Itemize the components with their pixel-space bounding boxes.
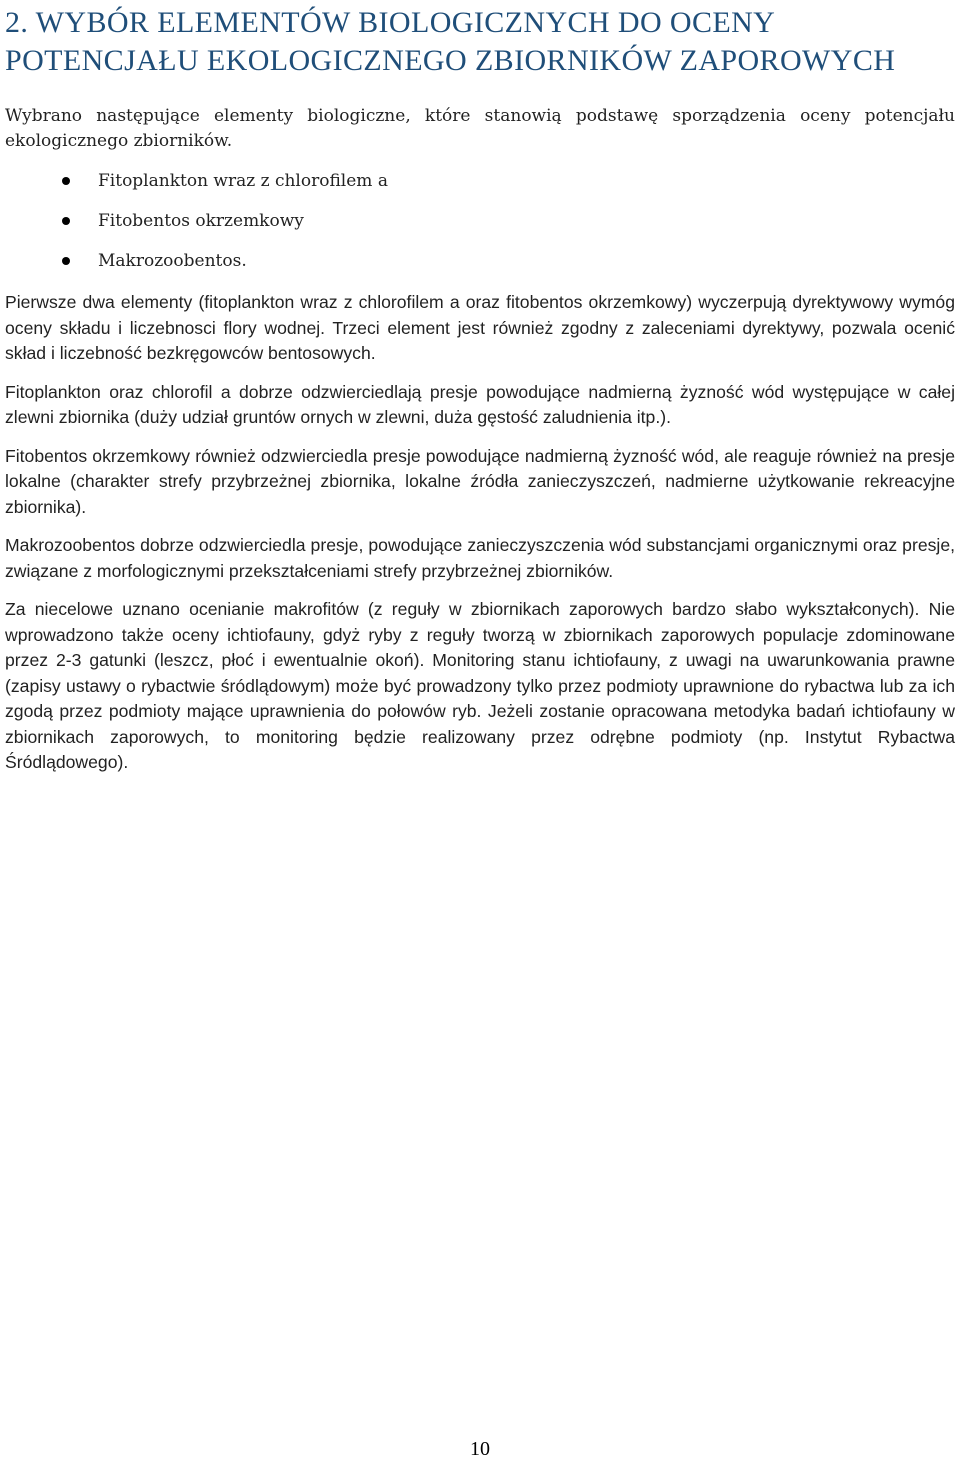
list-item: [5, 161, 955, 201]
page-number: 10: [470, 1438, 490, 1460]
intro-paragraph: Wybrano następujące elementy biologiczne, które stanowią podstawę sporządzenia oceny potencjału ekologicznego zbiorników.: [5, 106, 955, 151]
list-item-text: Fitoplankton wraz z chlorofilem a: [98, 171, 388, 191]
list-item: [5, 241, 955, 281]
list-item-text: Makrozoobentos.: [98, 251, 247, 271]
paragraph-phytobenthos: Fitobentos okrzemkowy również odzwierciedla presje powodujące nadmierną żyzność wód, ale reaguje również na presje lokalne (charakter strefy przybrzeżnej zbiornika, lokalne źródła zanieczyszczeń, nadmierne użytkowanie rekreacyjne zbiornika).: [5, 445, 955, 517]
paragraph-excluded-elements: Za niecelowe uznano ocenianie makrofitów (z reguły w zbiornikach zaporowych bardzo słabo wykształconych). Nie wprowadzono także oceny ichtiofauny, gdyż ryby z reguły tworzą w zbiornikach zaporowych populacje zdominowane przez 2-3 gatunki (leszcz, płoć i ewentualnie okoń). Monitoring stanu ichtiofauny, z uwagi na uwarunkowania prawne (zapisy ustawy o rybactwie śródlądowym) może być prowadzony tylko przez podmioty uprawnione do rybactwa lub za ich zgodą przez podmioty mające uprawnienia do połowów ryb. Jeżeli zostanie opracowana metodyka badań ichtiofauny w zbiornikach zaporowych, to monitoring będzie realizowany przez odrębne podmioty (np. Instytut Rybactwa Śródlądowego).: [5, 599, 955, 772]
bullet-icon: [62, 257, 70, 265]
paragraph-macrozoobenthos: Makrozoobentos dobrze odzwierciedla presje, powodujące zanieczyszczenia wód substancjami organicznymi oraz presje, związane z morfologicznymi przekształceniami strefy przybrzeżnej zbiorników.: [5, 535, 955, 581]
section-heading: 2. WYBÓR ELEMENTÓW BIOLOGICZNYCH DO OCENY POTENCJAŁU EKOLOGICZNEGO ZBIORNIKÓW ZAPOROWYCH: [5, 6, 896, 77]
paragraph-phytoplankton: Fitoplankton oraz chlorofil a dobrze odzwierciedlają presje powodujące nadmierną żyzność wód występujące w całej zlewni zbiornika (duży udział gruntów ornych w zlewni, duża gęstość zaludnienia itp.).: [5, 381, 955, 427]
paragraph-first-elements: Pierwsze dwa elementy (fitoplankton wraz z chlorofilem a oraz fitobentos okrzemkowy) wyczerpują dyrektywowy wymóg oceny składu i liczebnosci flory wodnej. Trzeci element jest również zgodny z zaleceniami dyrektywy, pozwala ocenić skład i liczebność bezkręgowców bentosowych.: [5, 292, 955, 363]
bullet-icon: [62, 177, 70, 185]
list-item: [5, 201, 955, 241]
document-page: [5, 0, 955, 1464]
list-item-text: Fitobentos okrzemkowy: [98, 211, 304, 231]
bullet-icon: [62, 217, 70, 225]
biological-elements-list: [5, 161, 955, 281]
